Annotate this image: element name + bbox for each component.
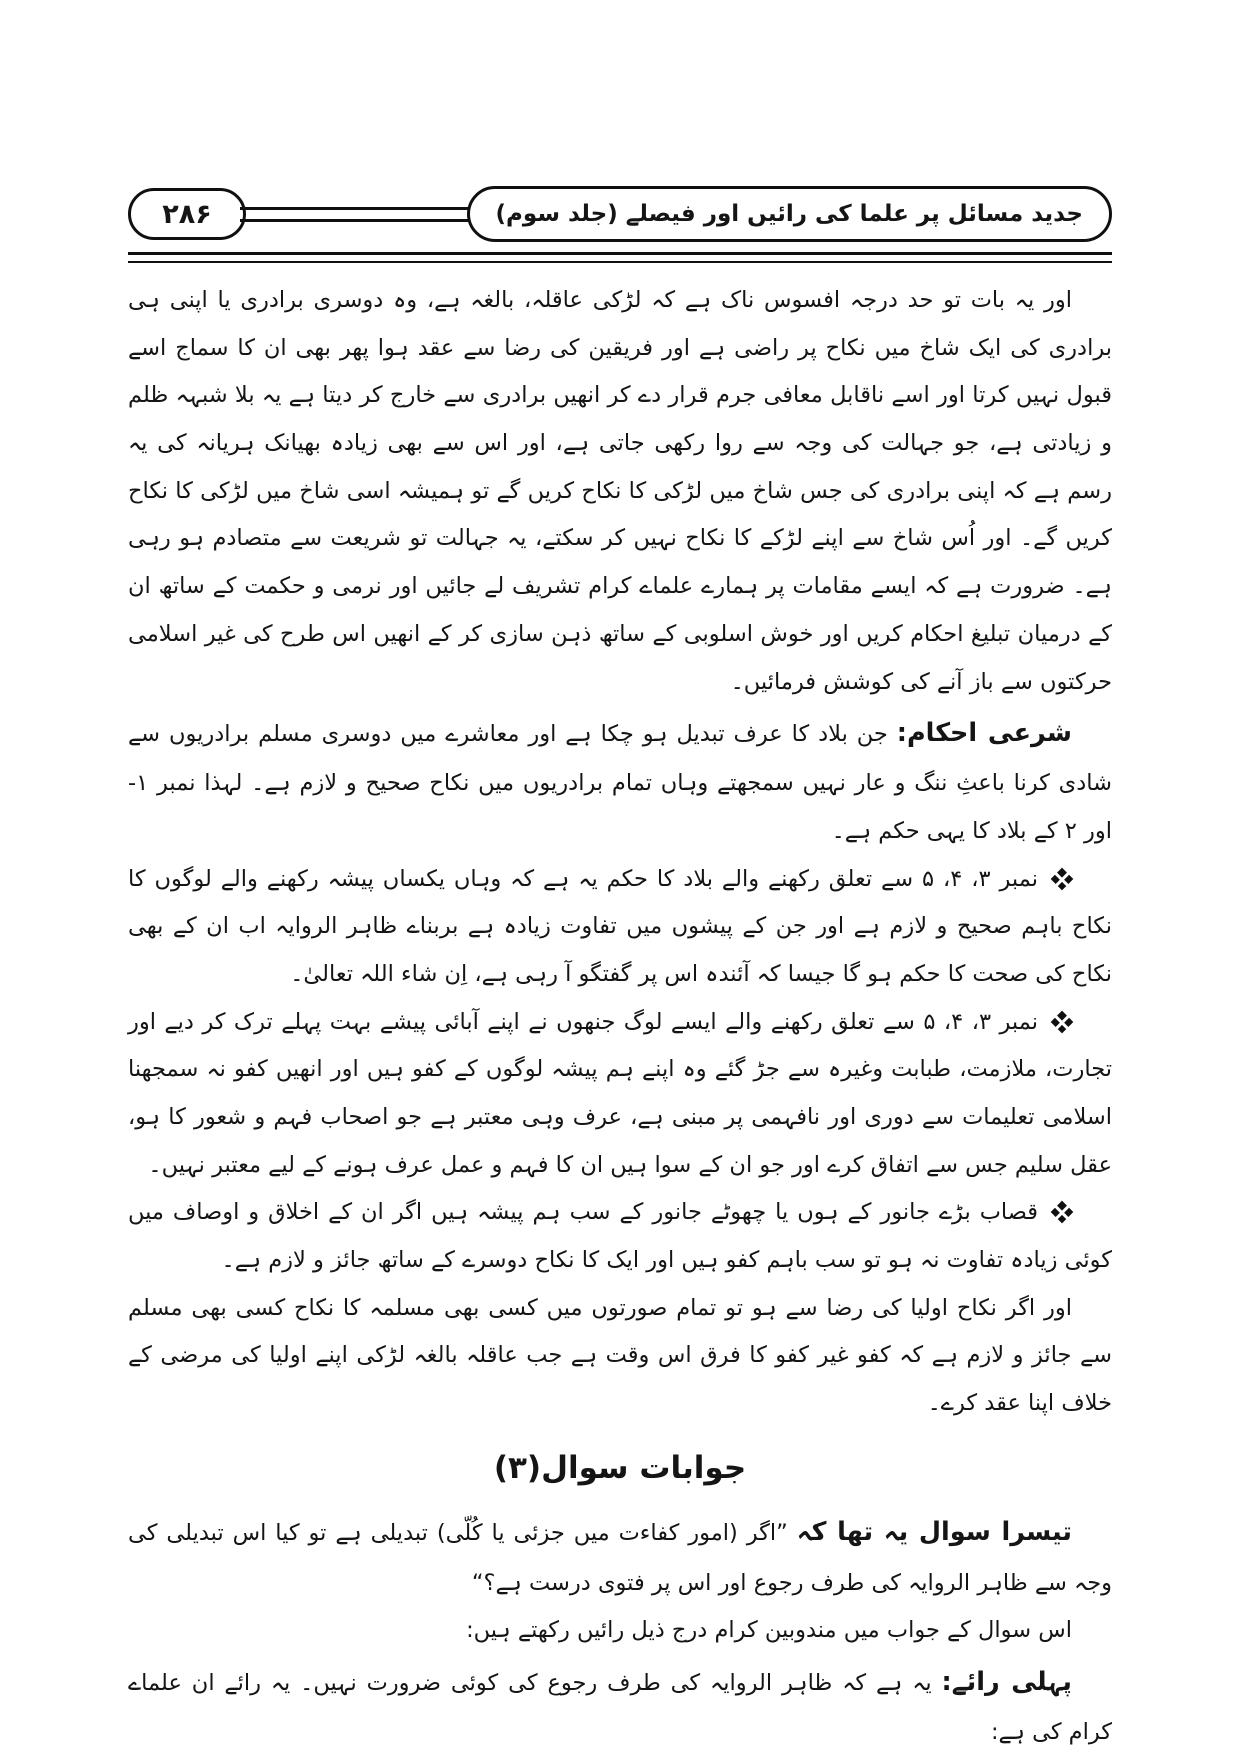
diamond-bullet-icon — [1051, 1010, 1074, 1033]
diamond-bullet-icon — [1051, 867, 1074, 890]
page-header — [128, 186, 1112, 242]
intro-paragraph: اور یہ بات تو حد درجہ افسوس ناک ہے کہ لڑکی عاقلہ، بالغہ ہے، وہ دوسری برادری یا اپنی ہی برادری کی ایک شاخ میں نکاح پر راضی ہے اور فریقین کی رضا سے عقد ہوا پھر بھی ان کا سماج اسے قبول نہیں کرتا اور اسے ناقابل معافی جرم قرار دے کر انھیں برادری سے خارج کر دیتا ہے یہ بلا شبہہ ظلم و زیادتی ہے، جو جہالت کی وجہ سے روا رکھی جاتی ہے، اور اس سے بھی زیادہ بھیانک ہریانہ کی یہ رسم ہے کہ اپنی برادری کی جس شاخ میں لڑکی کا نکاح کریں گے تو ہمیشہ اسی شاخ میں لڑکی کا نکاح کریں گے۔ اور اُس شاخ سے اپنے لڑکے کا نکاح نہیں کر سکتے، یہ جہالت تو شریعت سے متصادم ہو رہی ہے۔ ضرورت ہے کہ ایسے مقامات پر ہمارے علماے کرام تشریف لے جائیں اور نرمی و حکمت کے ساتھ ان کے درمیان تبلیغ احکام کریں اور خوش اسلوبی کے ساتھ ذہن سازی کر کے انھیں اس طرح کی غیر اسلامی حرکتوں سے باز آنے کی کوشش فرمائیں۔ — [128, 287, 1112, 695]
shari-ahkam-lead: شرعی احکام: — [896, 718, 1072, 749]
shari-ahkam-text: جن بلاد کا عرف تبدیل ہو چکا ہے اور معاشرے میں دوسری مسلم برادریوں سے شادی کرنا باعثِ ننگ و عار نہیں سمجھتے وہاں تمام برادریوں میں نکاح صحیح و لازم ہے۔ لہذا نمبر ۱- اور ۲ کے بلاد کا یہی حکم ہے۔ — [128, 721, 1112, 844]
third-question-lead: تیسرا سوال یہ تھا کہ — [796, 1517, 1073, 1548]
list-item-text: نمبر ۳، ۴، ۵ سے تعلق رکھنے والے ایسے لوگ جنھوں نے اپنے آبائی پیشے بہت پہلے ترک کر دیے اور تجارت، ملازمت، طبابت وغیرہ سے جڑ گئے وہ اپنے ہم پیشہ لوگوں کے کفو ہیں اور انھیں کفو نہ سمجھنا اسلامی تعلیمات سے دوری اور نافہمی پر مبنی ہے، عرف وہی معتبر ہے جو اصحاب فہم و شعور کا ہو، عقل سلیم جس سے اتفاق کرے اور جو ان کے سوا ہیں ان کا فہم و عمل عرف ہونے کے لیے معتبر نہیں۔ — [128, 1008, 1112, 1178]
first-opinion-paragraph — [128, 1655, 1112, 1757]
first-opinion-text: یہ ہے کہ ظاہر الروایہ کی طرف رجوع کی کوئی ضرورت نہیں۔ یہ رائے ان علماے کرام کی ہے: — [128, 1669, 1112, 1745]
section-heading: جوابات سوال(۳) — [493, 1449, 747, 1486]
third-question-paragraph — [128, 1505, 1112, 1607]
book-title-badge: جدید مسائل پر علما کی رائیں اور فیصلے (جلد سوم) — [467, 186, 1112, 242]
page-content — [128, 277, 1112, 1757]
list-item — [128, 856, 1112, 999]
responses-intro-paragraph: اس سوال کے جواب میں مندوبین کرام درج ذیل رائیں رکھتے ہیں: — [466, 1617, 1072, 1644]
page-number-badge: ۲۸۶ — [128, 188, 246, 240]
list-item-text: قصاب بڑے جانور کے ہوں یا چھوٹے جانور کے سب ہم پیشہ ہیں اگر ان کے اخلاق و اوصاف میں کوئی زیادہ تفاوت نہ ہو تو سب باہم کفو ہیں اور ایک کا نکاح دوسرے کے ساتھ جائز و لازم ہے۔ — [128, 1199, 1112, 1274]
list-item-text: نمبر ۳، ۴، ۵ سے تعلق رکھنے والے بلاد کا حکم یہ ہے کہ وہاں یکساں پیشہ رکھنے والے لوگوں کا نکاح باہم صحیح و لازم ہے اور جن کے پیشوں میں تفاوت زیادہ ہے بربناے ظاہر الروایہ اب ان کے بھی نکاح کی صحت کا حکم ہو گا جیسا کہ آئندہ اس پر گفتگو آ رہی ہے، اِن شاء اللہ تعالیٰ۔ — [128, 865, 1112, 987]
third-question-text: ”اگر (امور کفاءت میں جزئی یا کُلّی) تبدیلی ہے تو کیا اس تبدیلی کی وجہ سے ظاہر الروایہ کی طرف رجوع اور اس پر فتوی درست ہے؟“ — [128, 1520, 1112, 1596]
shari-ahkam-paragraph — [128, 706, 1112, 855]
diamond-bullet-icon — [1051, 1201, 1074, 1224]
first-opinion-lead: پہلی رائے: — [941, 1666, 1072, 1697]
list-item — [128, 999, 1112, 1190]
list-item — [128, 1189, 1112, 1284]
header-divider — [128, 252, 1112, 263]
awliya-paragraph: اور اگر نکاح اولیا کی رضا سے ہو تو تمام صورتوں میں کسی بھی مسلمہ کا نکاح کسی بھی مسلم سے جائز و لازم ہے کہ کفو غیر کفو کا فرق اس وقت ہے جب عاقلہ بالغہ لڑکی اپنے اولیا کی مرضی کے خلاف اپنا عقد کرے۔ — [128, 1294, 1112, 1417]
header-rule-connector — [240, 207, 473, 222]
